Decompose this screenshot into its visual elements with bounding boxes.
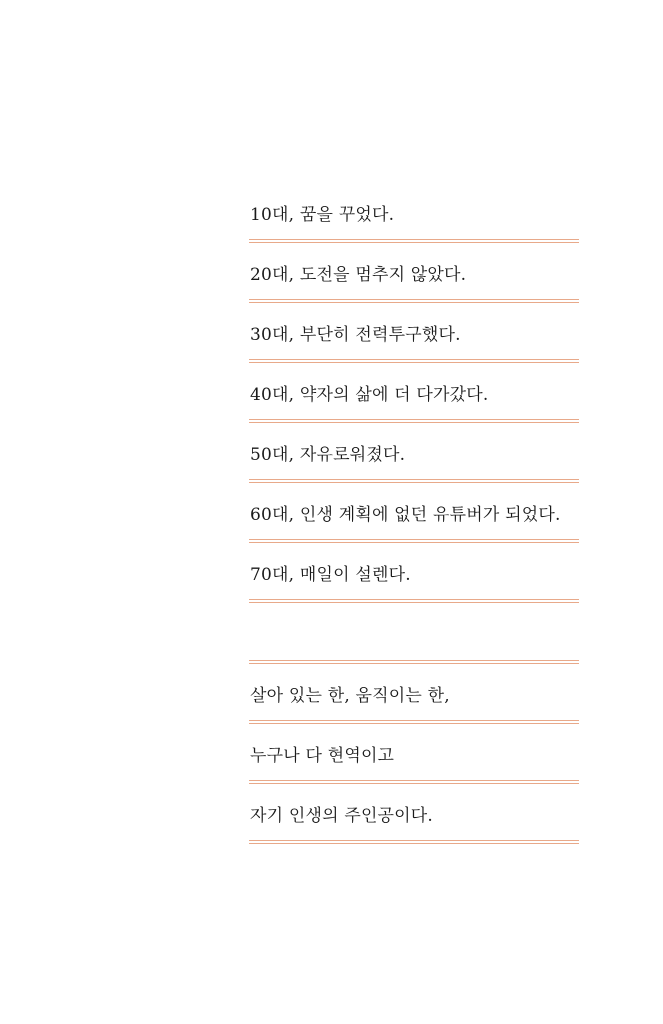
poem-line-text: 누구나 다 현역이고	[250, 746, 395, 766]
poem-line-text: 30대, 부단히 전력투구했다.	[250, 325, 461, 345]
poem-line	[249, 303, 579, 363]
poem-line-text: 40대, 약자의 삶에 더 다가갔다.	[250, 385, 489, 405]
rule-divider	[249, 840, 579, 844]
poem-line-text: 살아 있는 한, 움직이는 한,	[250, 686, 450, 706]
poem-line	[249, 664, 579, 724]
poem-line-text: 70대, 매일이 설렌다.	[250, 565, 411, 585]
poem-line-text: 20대, 도전을 멈추지 않았다.	[250, 265, 467, 285]
poem-line-text: 자기 인생의 주인공이다.	[250, 806, 434, 826]
poem-line	[249, 543, 579, 603]
poem-line	[249, 363, 579, 423]
poem-line-text: 10대, 꿈을 꾸었다.	[250, 205, 395, 225]
poem-line-text: 60대, 인생 계획에 없던 유튜버가 되었다.	[250, 505, 561, 525]
poem-line	[249, 423, 579, 483]
poem-line	[249, 243, 579, 303]
poem-line	[249, 483, 579, 543]
rule-divider	[249, 599, 579, 603]
poem-line	[249, 183, 579, 243]
poem-line-text: 50대, 자유로워졌다.	[250, 445, 406, 465]
poem-line	[249, 724, 579, 784]
poem-line	[249, 784, 579, 844]
